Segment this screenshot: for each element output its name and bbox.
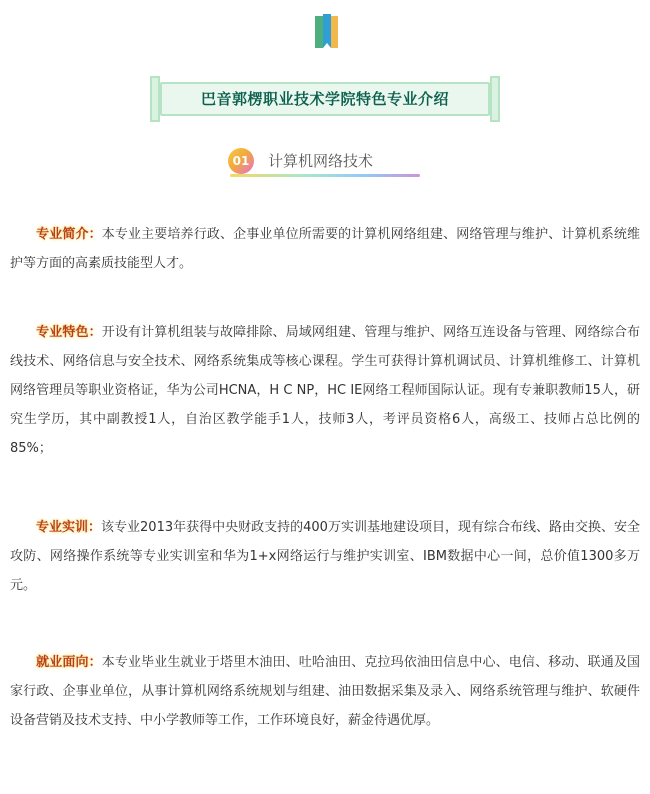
paragraph-text: 本专业主要培养行政、企事业单位所需要的计算机网络组建、网络管理与维护、计算机系统维护等方面的高素质技能型人才。 xyxy=(10,227,640,271)
paragraph-text: 开设有计算机组装与故障排除、局域网组建、管理与维护、网络互连设备与管理、网络综合布线技术、网络信息与安全技术、网络系统集成等核心课程。学生可获得计算机调试员、计算机维修工、计算机网络管理员等职业资格证，华为公司HCNA，H C NP，HC IE网络工程师国际认证。现有专兼职教师15人，研究生学历，其中副教授1人，自治区教学能手1人，技师3人，考评员资格6人，高级工、技师占总比例的85%； xyxy=(10,325,640,456)
paragraph-text: 该专业2013年获得中央财政支持的400万实训基地建设项目，现有综合布线、路由交换、安全攻防、网络操作系统等专业实训室和华为1+x网络运行与维护实训室、IBM数据中心一间，总价值1300多万元。 xyxy=(10,520,640,593)
banner-post-right xyxy=(490,76,500,122)
paragraph-label: 专业简介： xyxy=(36,227,102,242)
section-title: 计算机网络技术 xyxy=(268,152,374,170)
paragraph-label: 专业实训： xyxy=(36,520,102,535)
page-title: 巴音郭楞职业技术学院特色专业介绍 xyxy=(200,90,449,108)
paragraph-introduction xyxy=(10,220,640,278)
banner-post-left xyxy=(150,76,160,122)
title-banner xyxy=(150,76,500,122)
paragraph-training xyxy=(10,513,640,600)
paragraph-text: 本专业毕业生就业于塔里木油田、吐哈油田、克拉玛依油田信息中心、电信、移动、联通及国家行政、企事业单位，从事计算机网络系统规划与组建、油田数据采集及录入、网络系统管理与维护、软硬件设备营销及技术支持、中小学教师等工作，工作环境良好，薪金待遇优厚。 xyxy=(10,655,640,728)
book-icon xyxy=(309,12,343,52)
paragraph-employment xyxy=(10,648,640,735)
section-number: 01 xyxy=(228,148,254,174)
paragraph-label: 专业特色： xyxy=(36,325,102,340)
paragraph-label: 就业面向： xyxy=(36,655,102,670)
section-heading xyxy=(228,146,428,176)
section-underline xyxy=(230,174,420,177)
paragraph-features xyxy=(10,318,640,463)
